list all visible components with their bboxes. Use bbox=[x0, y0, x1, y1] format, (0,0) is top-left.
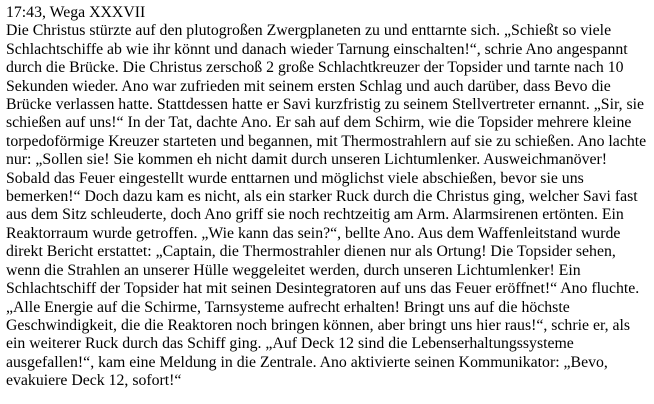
story-paragraph: Die Christus stürzte auf den plutogroßen Zwergplaneten zu und enttarnte sich. „Schießt so viele Schlachtschiffe ab wie ihr könnt und danach wieder Tarnung einschalten!“, schrie Ano angespannt durch die Brücke. Die Christus zerschoß 2 große Schlachtkreuzer der Topsider und tarnte nach 10 Sekunden wieder. Ano war zufrieden mit seinem ersten Schlag und auch darüber, dass Bevo die Brücke verlassen hatte. Stattdessen hatte er Savi kurzfristig zu seinem Stellvertreter ernannt. „Sir, sie schießen auf uns!“ In der Tat, dachte Ano. Er sah auf dem Schirm, wie die Topsider mehrere kleine torpedoförmige Kreuzer starteten und begannen, mit Thermostrahlern auf sie zu schießen. Ano lachte nur: „Sollen sie! Sie kommen eh nicht damit durch unseren Lichtumlenker. Ausweichmanöver! Sobald das Feuer eingestellt wurde enttarnen und möglichst viele abschießen, bevor sie uns bemerken!“ Doch dazu kam es nicht, als ein starker Ruck durch die Christus ging, welcher Savi fast aus dem Sitz schleuderte, doch Ano griff sie noch rechtzeitig am Arm. Alarmsirenen ertönten. Ein Reaktorraum wurde getroffen. „Wie kann das sein?“, bellte Ano. Aus dem Waffenleitstand wurde direkt Bericht erstattet: „Captain, die Thermostrahler dienen nur als Ortung! Die Topsider sehen, wenn die Strahlen an unserer Hülle weggeleitet werden, durch unseren Lichtumlenker! Ein Schlachtschiff der Topsider hat mit seinen Desintegratoren auf uns das Feuer eröffnet!“ Ano fluchte. „Alle Energie auf die Schirme, Tarnsysteme aufrecht erhalten! Bringt uns auf die höchste Geschwindigkeit, die die Reaktoren noch bringen können, aber bringt uns hier raus!“, schrie er, als ein weiterer Ruck durch das Schiff ging. „Auf Deck 12 sind die Lebenserhaltungssysteme ausgefallen!“, kam eine Meldung in die Zentrale. Ano aktivierte seinen Kommunikator: „Bevo, evakuiere Deck 12, sofort!“ bbox=[6, 22, 647, 390]
scene-heading: 17:43, Wega XXXVII bbox=[6, 4, 146, 21]
